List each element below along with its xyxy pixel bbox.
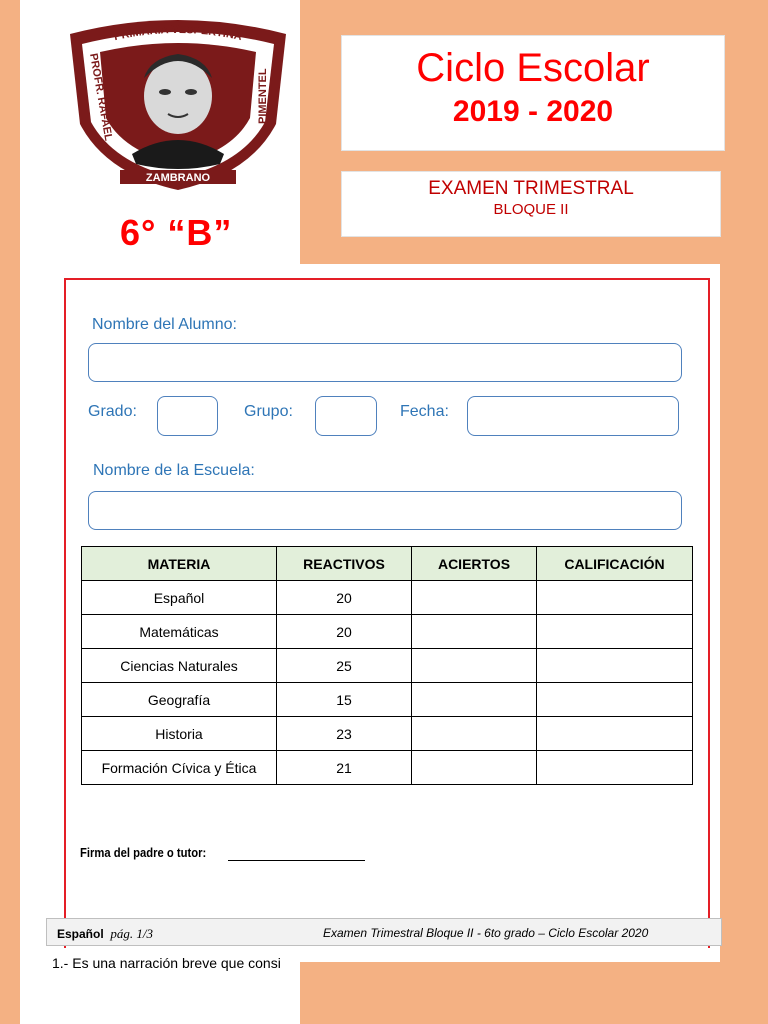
- grade-group-label: 6° “B”: [120, 212, 233, 253]
- reactivos-cell: 25: [277, 649, 412, 683]
- calificacion-cell[interactable]: [537, 717, 693, 751]
- page-footer: [46, 918, 722, 946]
- materia-cell: Español: [82, 581, 277, 615]
- aciertos-cell[interactable]: [412, 751, 537, 785]
- table-header-row: [82, 547, 693, 581]
- footer-subject: Español: [57, 927, 104, 941]
- exam-box: [341, 171, 721, 237]
- materia-cell: Geografía: [82, 683, 277, 717]
- table-row: [82, 581, 693, 615]
- grade-field-label: Grado:: [88, 403, 137, 420]
- header-materia: MATERIA: [82, 547, 277, 581]
- reactivos-cell: 20: [277, 581, 412, 615]
- header-reactivos: REACTIVOS: [277, 547, 412, 581]
- reactivos-cell: 23: [277, 717, 412, 751]
- materia-cell: Formación Cívica y Ética: [82, 751, 277, 785]
- table-row: [82, 615, 693, 649]
- aciertos-cell[interactable]: [412, 615, 537, 649]
- table-row: [82, 717, 693, 751]
- reactivos-cell: 20: [277, 615, 412, 649]
- question-text-cut: [52, 950, 281, 960]
- calificacion-cell[interactable]: [537, 751, 693, 785]
- aciertos-cell[interactable]: [412, 717, 537, 751]
- logo-bottom-text: ZAMBRANO: [145, 172, 211, 184]
- exam-title: EXAMEN TRIMESTRAL: [428, 178, 634, 199]
- materia-cell: Ciencias Naturales: [82, 649, 277, 683]
- student-name-field[interactable]: [88, 343, 682, 382]
- school-cycle-box: [341, 35, 725, 151]
- group-field[interactable]: [315, 396, 377, 436]
- reactivos-cell: 21: [277, 751, 412, 785]
- signature-line[interactable]: [228, 860, 365, 861]
- logo-right-text: PIMENTEL: [257, 68, 269, 124]
- aciertos-cell[interactable]: [412, 683, 537, 717]
- aciertos-cell[interactable]: [412, 649, 537, 683]
- grades-table: [81, 546, 693, 785]
- date-field[interactable]: [467, 396, 679, 436]
- calificacion-cell[interactable]: [537, 649, 693, 683]
- grade-field[interactable]: [157, 396, 218, 436]
- footer-subject-page: [57, 926, 153, 942]
- cycle-title: Ciclo Escolar: [416, 46, 650, 90]
- cycle-years: 2019 - 2020: [452, 95, 614, 128]
- logo-left-text: PROFR. RAFAEL: [87, 52, 115, 142]
- school-name-label: Nombre de la Escuela:: [93, 462, 255, 479]
- school-name-field[interactable]: [88, 491, 682, 530]
- group-field-label: Grupo:: [244, 403, 293, 420]
- date-field-label: Fecha:: [400, 403, 449, 420]
- footer-page-number: pág. 1/3: [110, 926, 153, 941]
- aciertos-cell[interactable]: [412, 581, 537, 615]
- logo-top-text: PRIMARIA VESPERTINA: [112, 23, 244, 44]
- calificacion-cell[interactable]: [537, 683, 693, 717]
- exam-block: BLOQUE II: [493, 201, 569, 218]
- school-crest-logo: [60, 14, 296, 194]
- header-calificacion: CALIFICACIÓN: [537, 547, 693, 581]
- footer-exam-text: Examen Trimestral Bloque II - 6to grado – Ciclo Escolar 2020: [323, 926, 649, 940]
- calificacion-cell[interactable]: [537, 581, 693, 615]
- calificacion-cell[interactable]: [537, 615, 693, 649]
- signature-label: Firma del padre o tutor:: [80, 846, 207, 860]
- student-name-label: Nombre del Alumno:: [92, 316, 237, 333]
- header-aciertos: ACIERTOS: [412, 547, 537, 581]
- table-row: [82, 751, 693, 785]
- reactivos-cell: 15: [277, 683, 412, 717]
- materia-cell: Matemáticas: [82, 615, 277, 649]
- materia-cell: Historia: [82, 717, 277, 751]
- table-row: [82, 683, 693, 717]
- table-row: [82, 649, 693, 683]
